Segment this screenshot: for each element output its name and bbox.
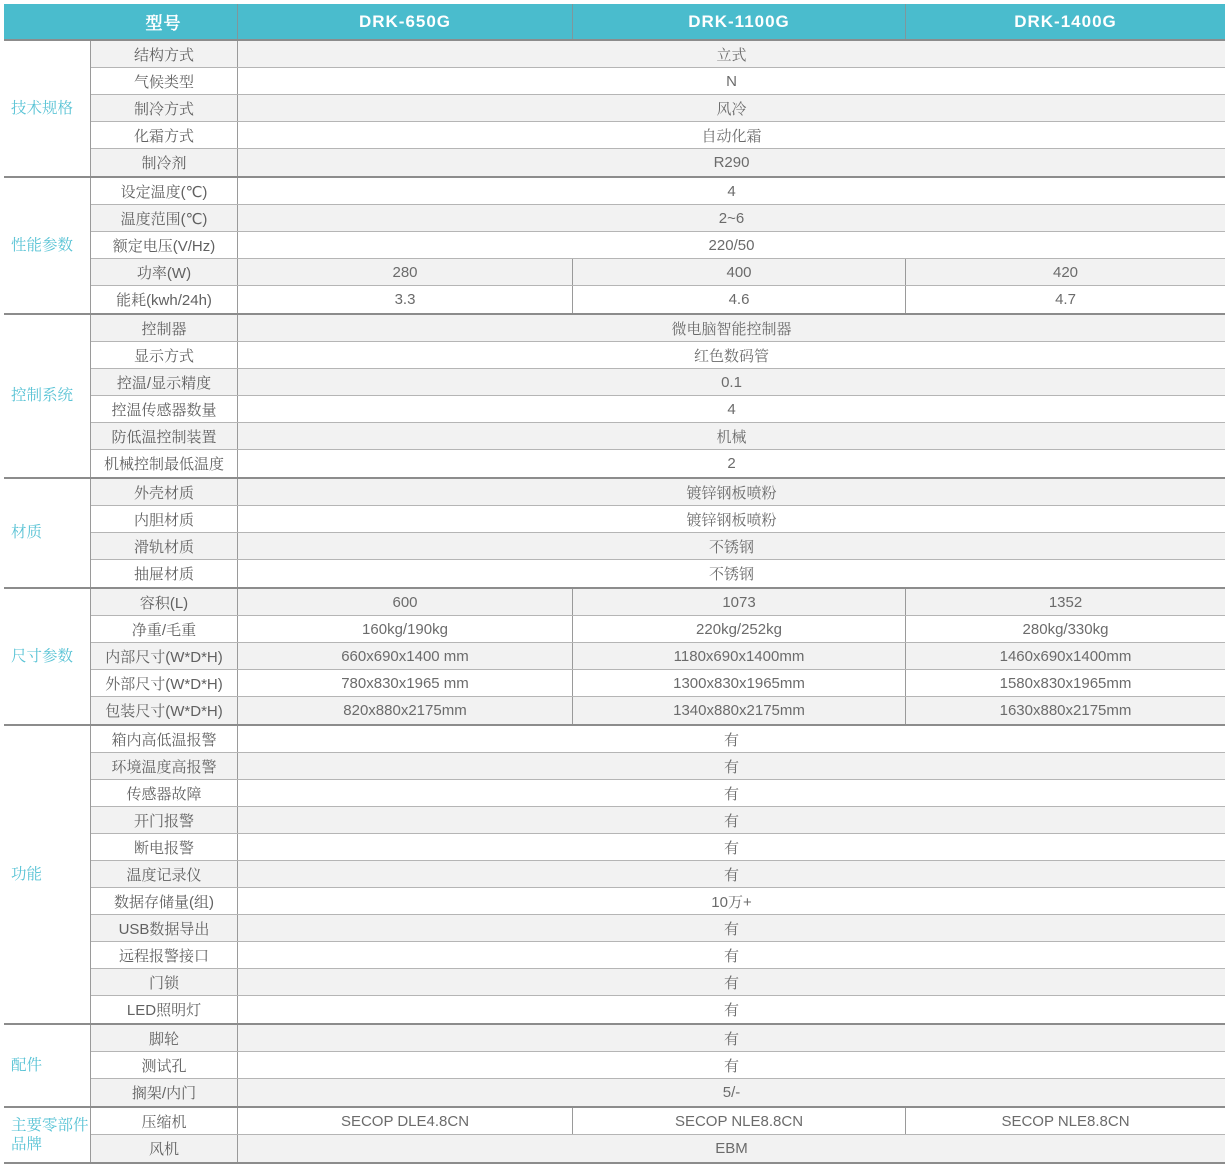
row-value-all-models: R290 bbox=[713, 154, 750, 171]
row-value-all-models: 有 bbox=[723, 785, 739, 803]
row-label: 制冷方式 bbox=[91, 95, 238, 121]
row-label: 制冷剂 bbox=[91, 149, 238, 176]
section-control-system bbox=[4, 315, 1225, 479]
spec-row bbox=[91, 205, 1225, 232]
row-value-all-models: 220/50 bbox=[708, 236, 755, 254]
row-value-drk-1400g: 1630x880x2175mm bbox=[999, 702, 1132, 719]
row-value-all-models: 自动化霜 bbox=[701, 127, 762, 145]
row-value-drk-1400g: SECOP NLE8.8CN bbox=[1001, 1112, 1130, 1130]
row-value-all-models: 不锈钢 bbox=[708, 538, 754, 556]
row-value-drk-650g: 820x880x2175mm bbox=[238, 697, 573, 724]
row-label: 能耗(kwh/24h) bbox=[91, 286, 238, 313]
row-value-all-models: 镀锌钢板喷粉 bbox=[686, 484, 777, 502]
row-label: 远程报警接口 bbox=[91, 942, 238, 968]
row-label: 温度记录仪 bbox=[91, 861, 238, 887]
row-value-all-models: 风冷 bbox=[716, 100, 747, 118]
spec-row bbox=[91, 1135, 1225, 1162]
row-value-all-models: 微电脑智能控制器 bbox=[671, 320, 792, 338]
row-label: 功率(W) bbox=[91, 259, 238, 285]
row-value-drk-1100g: 1073 bbox=[573, 589, 906, 615]
spec-row bbox=[91, 753, 1225, 780]
section-rows bbox=[91, 589, 1225, 724]
spec-row bbox=[91, 68, 1225, 95]
row-value-drk-1400g: 1580x830x1965mm bbox=[999, 674, 1132, 692]
row-value-drk-1400g: 1352 bbox=[1048, 593, 1083, 611]
row-value-drk-650g: 160kg/190kg bbox=[238, 616, 573, 642]
row-label: 容积(L) bbox=[91, 589, 238, 615]
row-value-all-models: 有 bbox=[723, 974, 739, 992]
row-label: 数据存储量(组) bbox=[91, 888, 238, 914]
spec-row bbox=[91, 259, 1225, 286]
row-value-all-models: 有 bbox=[723, 839, 739, 857]
spec-row bbox=[91, 834, 1225, 861]
row-value-drk-1400g: 4.7 bbox=[1055, 291, 1076, 308]
spec-row bbox=[91, 888, 1225, 915]
spec-row bbox=[91, 589, 1225, 616]
spec-row bbox=[91, 396, 1225, 423]
category-label: 控制系统 bbox=[4, 315, 91, 477]
row-label: 内胆材质 bbox=[91, 506, 238, 532]
spec-row bbox=[91, 122, 1225, 149]
category-label: 功能 bbox=[4, 726, 91, 1023]
row-label: 控温传感器数量 bbox=[91, 396, 238, 422]
category-label: 材质 bbox=[4, 479, 91, 587]
spec-row bbox=[91, 915, 1225, 942]
table-body bbox=[4, 41, 1225, 1164]
section-rows bbox=[91, 315, 1225, 477]
header-model-label: 型号 bbox=[145, 14, 182, 33]
row-value-all-models: 有 bbox=[723, 1030, 739, 1048]
spec-row bbox=[91, 780, 1225, 807]
section-rows bbox=[91, 1025, 1225, 1106]
row-label: 门锁 bbox=[91, 969, 238, 995]
row-value-drk-1400g: 420 bbox=[1052, 263, 1079, 281]
row-value-all-models: 有 bbox=[723, 947, 739, 965]
spec-row bbox=[91, 1025, 1225, 1052]
row-label: LED照明灯 bbox=[91, 996, 238, 1023]
row-value-drk-650g: 600 bbox=[238, 589, 573, 615]
spec-row bbox=[91, 969, 1225, 996]
spec-row bbox=[91, 533, 1225, 560]
table-header-row bbox=[4, 4, 1225, 41]
section-technical-specs bbox=[4, 41, 1225, 178]
spec-row bbox=[91, 423, 1225, 450]
spec-row bbox=[91, 1079, 1225, 1106]
header-model-drk-1100g: DRK-1100G bbox=[572, 4, 905, 39]
section-accessories bbox=[4, 1025, 1225, 1108]
row-label: 机械控制最低温度 bbox=[91, 450, 238, 477]
row-label: 脚轮 bbox=[91, 1025, 238, 1051]
spec-row bbox=[91, 506, 1225, 533]
row-label: 搁架/内门 bbox=[91, 1079, 238, 1106]
row-label: 环境温度高报警 bbox=[91, 753, 238, 779]
row-label: 温度范围(℃) bbox=[91, 205, 238, 231]
spec-row bbox=[91, 560, 1225, 587]
row-value-drk-1400g: 280kg/330kg bbox=[1022, 620, 1109, 638]
row-value-all-models: 5/- bbox=[722, 1084, 741, 1101]
spec-row bbox=[91, 942, 1225, 969]
row-value-all-models: 有 bbox=[723, 731, 739, 749]
spec-row bbox=[91, 670, 1225, 697]
section-performance-params bbox=[4, 178, 1225, 315]
spec-row bbox=[91, 369, 1225, 396]
row-value-drk-1100g: 1340x880x2175mm bbox=[573, 697, 906, 724]
spec-row bbox=[91, 95, 1225, 122]
row-value-all-models: 4 bbox=[727, 182, 736, 200]
row-value-all-models: N bbox=[726, 72, 737, 90]
row-label: 防低温控制装置 bbox=[91, 423, 238, 449]
section-rows bbox=[91, 1108, 1225, 1162]
row-label: 气候类型 bbox=[91, 68, 238, 94]
row-label: 内部尺寸(W*D*H) bbox=[91, 643, 238, 669]
spec-row bbox=[91, 1052, 1225, 1079]
row-label: 结构方式 bbox=[91, 41, 238, 67]
category-label: 配件 bbox=[4, 1025, 91, 1106]
row-label: 传感器故障 bbox=[91, 780, 238, 806]
row-label: 滑轨材质 bbox=[91, 533, 238, 559]
spec-row bbox=[91, 697, 1225, 724]
spec-row bbox=[91, 726, 1225, 753]
section-materials bbox=[4, 479, 1225, 589]
section-rows bbox=[91, 178, 1225, 313]
section-rows bbox=[91, 479, 1225, 587]
row-label: 设定温度(℃) bbox=[91, 178, 238, 204]
row-value-all-models: 红色数码管 bbox=[693, 347, 769, 365]
row-value-all-models: 有 bbox=[723, 920, 739, 938]
category-label: 性能参数 bbox=[4, 178, 91, 313]
row-label: 额定电压(V/Hz) bbox=[91, 232, 238, 258]
spec-row bbox=[91, 996, 1225, 1023]
row-value-drk-1100g: 400 bbox=[573, 259, 906, 285]
category-label: 技术规格 bbox=[4, 41, 91, 176]
row-value-all-models: 有 bbox=[723, 1057, 739, 1075]
row-value-all-models: 镀锌钢板喷粉 bbox=[686, 511, 777, 529]
row-label: 测试孔 bbox=[91, 1052, 238, 1078]
row-value-all-models: 有 bbox=[723, 866, 739, 884]
section-rows bbox=[91, 41, 1225, 176]
row-label: 外壳材质 bbox=[91, 479, 238, 505]
row-label: 压缩机 bbox=[91, 1108, 238, 1134]
row-label: 控制器 bbox=[91, 315, 238, 341]
row-value-all-models: 立式 bbox=[716, 46, 747, 64]
spec-row bbox=[91, 232, 1225, 259]
section-rows bbox=[91, 726, 1225, 1023]
row-value-drk-1100g: 220kg/252kg bbox=[573, 616, 906, 642]
spec-row bbox=[91, 807, 1225, 834]
row-value-drk-1400g: 1460x690x1400mm bbox=[999, 647, 1132, 665]
spec-row bbox=[91, 315, 1225, 342]
row-value-drk-1100g: SECOP NLE8.8CN bbox=[573, 1108, 906, 1134]
row-value-drk-1100g: 1180x690x1400mm bbox=[573, 643, 906, 669]
spec-row bbox=[91, 1108, 1225, 1135]
spec-row bbox=[91, 479, 1225, 506]
spec-row bbox=[91, 178, 1225, 205]
row-value-drk-650g: 660x690x1400 mm bbox=[238, 643, 573, 669]
row-label: 外部尺寸(W*D*H) bbox=[91, 670, 238, 696]
spec-row bbox=[91, 450, 1225, 477]
row-value-all-models: EBM bbox=[715, 1140, 748, 1157]
row-value-all-models: 有 bbox=[723, 812, 739, 830]
row-value-all-models: 有 bbox=[723, 1002, 739, 1019]
row-value-drk-650g: SECOP DLE4.8CN bbox=[238, 1108, 573, 1134]
spec-row bbox=[91, 342, 1225, 369]
category-label: 主要零部件品牌 bbox=[4, 1108, 91, 1162]
row-value-all-models: 不锈钢 bbox=[708, 566, 754, 583]
row-value-all-models: 0.1 bbox=[721, 373, 742, 391]
row-value-all-models: 有 bbox=[723, 758, 739, 776]
spec-row bbox=[91, 861, 1225, 888]
row-value-all-models: 10万+ bbox=[711, 893, 752, 911]
row-label: 箱内高低温报警 bbox=[91, 726, 238, 752]
row-label: 开门报警 bbox=[91, 807, 238, 833]
row-value-all-models: 2 bbox=[727, 455, 736, 472]
category-label: 尺寸参数 bbox=[4, 589, 91, 724]
row-value-drk-1100g: 4.6 bbox=[573, 286, 906, 313]
spec-row bbox=[91, 286, 1225, 313]
row-value-drk-650g: 280 bbox=[238, 259, 573, 285]
spec-row bbox=[91, 41, 1225, 68]
spec-row bbox=[91, 149, 1225, 176]
section-main-component-brands bbox=[4, 1108, 1225, 1164]
row-label: 风机 bbox=[91, 1135, 238, 1162]
row-value-all-models: 2~6 bbox=[718, 209, 745, 227]
row-label: 显示方式 bbox=[91, 342, 238, 368]
row-label: USB数据导出 bbox=[91, 915, 238, 941]
row-value-drk-650g: 780x830x1965 mm bbox=[238, 670, 573, 696]
row-label: 包装尺寸(W*D*H) bbox=[91, 697, 238, 724]
row-value-drk-650g: 3.3 bbox=[238, 286, 573, 313]
header-model-drk-1400g: DRK-1400G bbox=[905, 4, 1225, 39]
row-value-drk-1100g: 1300x830x1965mm bbox=[573, 670, 906, 696]
row-value-all-models: 机械 bbox=[716, 428, 747, 446]
spec-row bbox=[91, 643, 1225, 670]
section-dimension-params bbox=[4, 589, 1225, 726]
header-model-drk-650g: DRK-650G bbox=[237, 4, 572, 39]
spec-table bbox=[4, 4, 1225, 1164]
section-functions bbox=[4, 726, 1225, 1025]
row-label: 控温/显示精度 bbox=[91, 369, 238, 395]
row-label: 化霜方式 bbox=[91, 122, 238, 148]
row-label: 净重/毛重 bbox=[91, 616, 238, 642]
row-value-all-models: 4 bbox=[727, 400, 736, 418]
row-label: 抽屉材质 bbox=[91, 560, 238, 587]
spec-row bbox=[91, 616, 1225, 643]
row-label: 断电报警 bbox=[91, 834, 238, 860]
